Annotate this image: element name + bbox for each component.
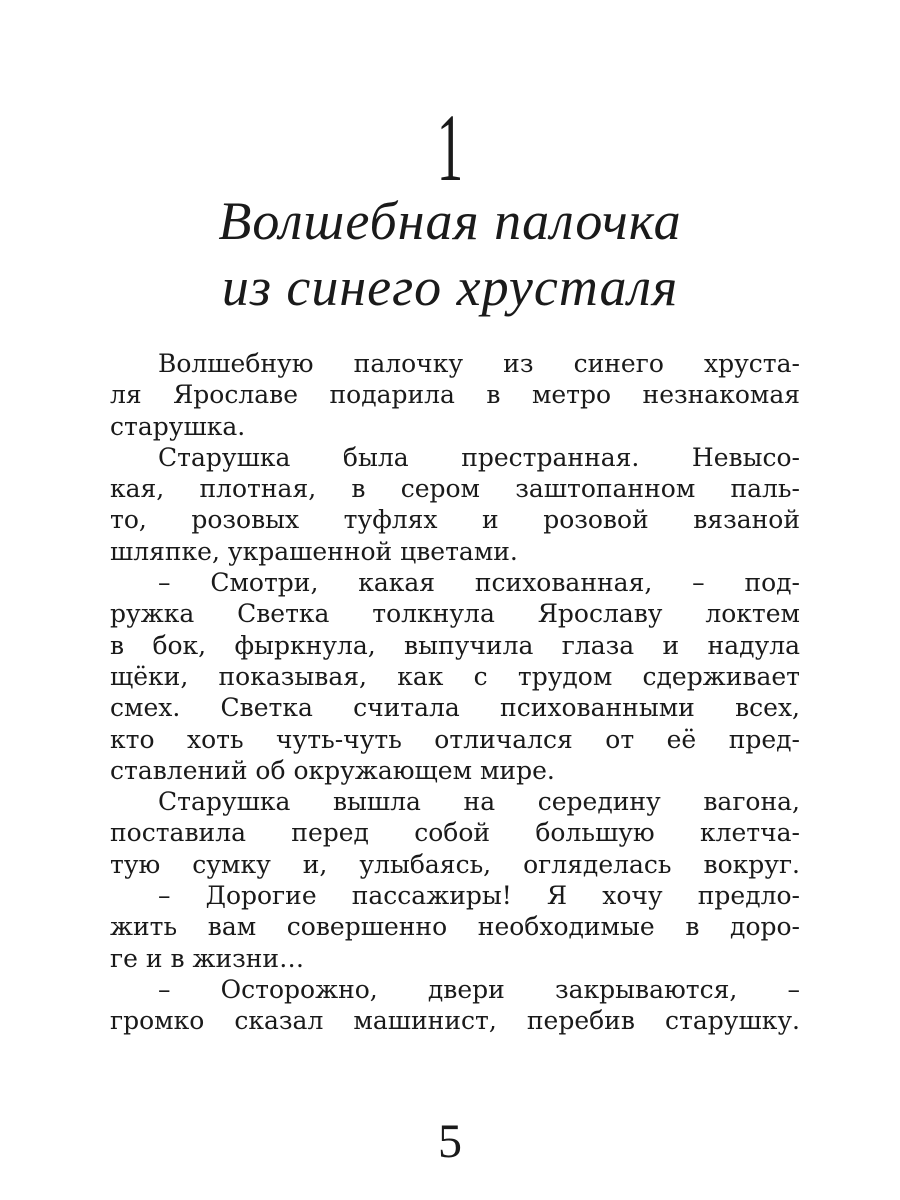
text-line: Волшебную палочку из синего хруста-: [158, 349, 800, 378]
text-line: жить вам совершенно необходимые в доро-: [110, 912, 800, 942]
text-line: шляпке, украшенной цветами.: [110, 536, 518, 566]
text-line: ля Ярославе подарила в метро незнакомая: [110, 380, 800, 410]
text-line: громко сказал машинист, перебив старушку.: [110, 1006, 800, 1036]
text-line: – Дорогие пассажиры! Я хочу предло-: [158, 881, 800, 911]
text-line: кая, плотная, в сером заштопанном паль-: [110, 474, 800, 504]
text-line: Старушка вышла на середину вагона,: [158, 787, 800, 817]
text-line: щёки, показывая, как с трудом сдерживает: [110, 661, 800, 691]
text-line: ставлений об окружающем мире.: [110, 755, 555, 785]
text-line: то, розовых туфлях и розовой вязаной: [110, 505, 800, 535]
text-line: в бок, фыркнула, выпучила глаза и надула: [110, 630, 800, 660]
text-line: ге и в жизни…: [110, 943, 305, 973]
text-line: Старушка была престранная. Невысо-: [158, 442, 800, 472]
chapter-title-line-1: Волшебная палочка: [218, 191, 682, 251]
text-line: старушка.: [110, 411, 246, 441]
chapter-title: [0, 188, 900, 320]
text-line: смех. Светка считала психованными всех,: [110, 693, 800, 723]
text-line: ружка Светка толкнула Ярославу локтем: [110, 599, 800, 629]
text-line: кто хоть чуть-чуть отличался от её пред-: [110, 724, 800, 754]
body-text: [110, 348, 800, 1037]
page-number: 5: [438, 1115, 462, 1168]
text-line: – Смотри, какая психованная, – под-: [158, 568, 800, 598]
chapter-number: 1: [436, 94, 464, 201]
text-line: – Осторожно, двери закрываются, –: [158, 974, 800, 1004]
text-line: тую сумку и, улыбаясь, огляделась вокруг.: [110, 849, 800, 879]
chapter-title-line-2: из синего хрусталя: [221, 257, 679, 317]
text-line: поставила перед собой большую клетча-: [110, 818, 800, 848]
